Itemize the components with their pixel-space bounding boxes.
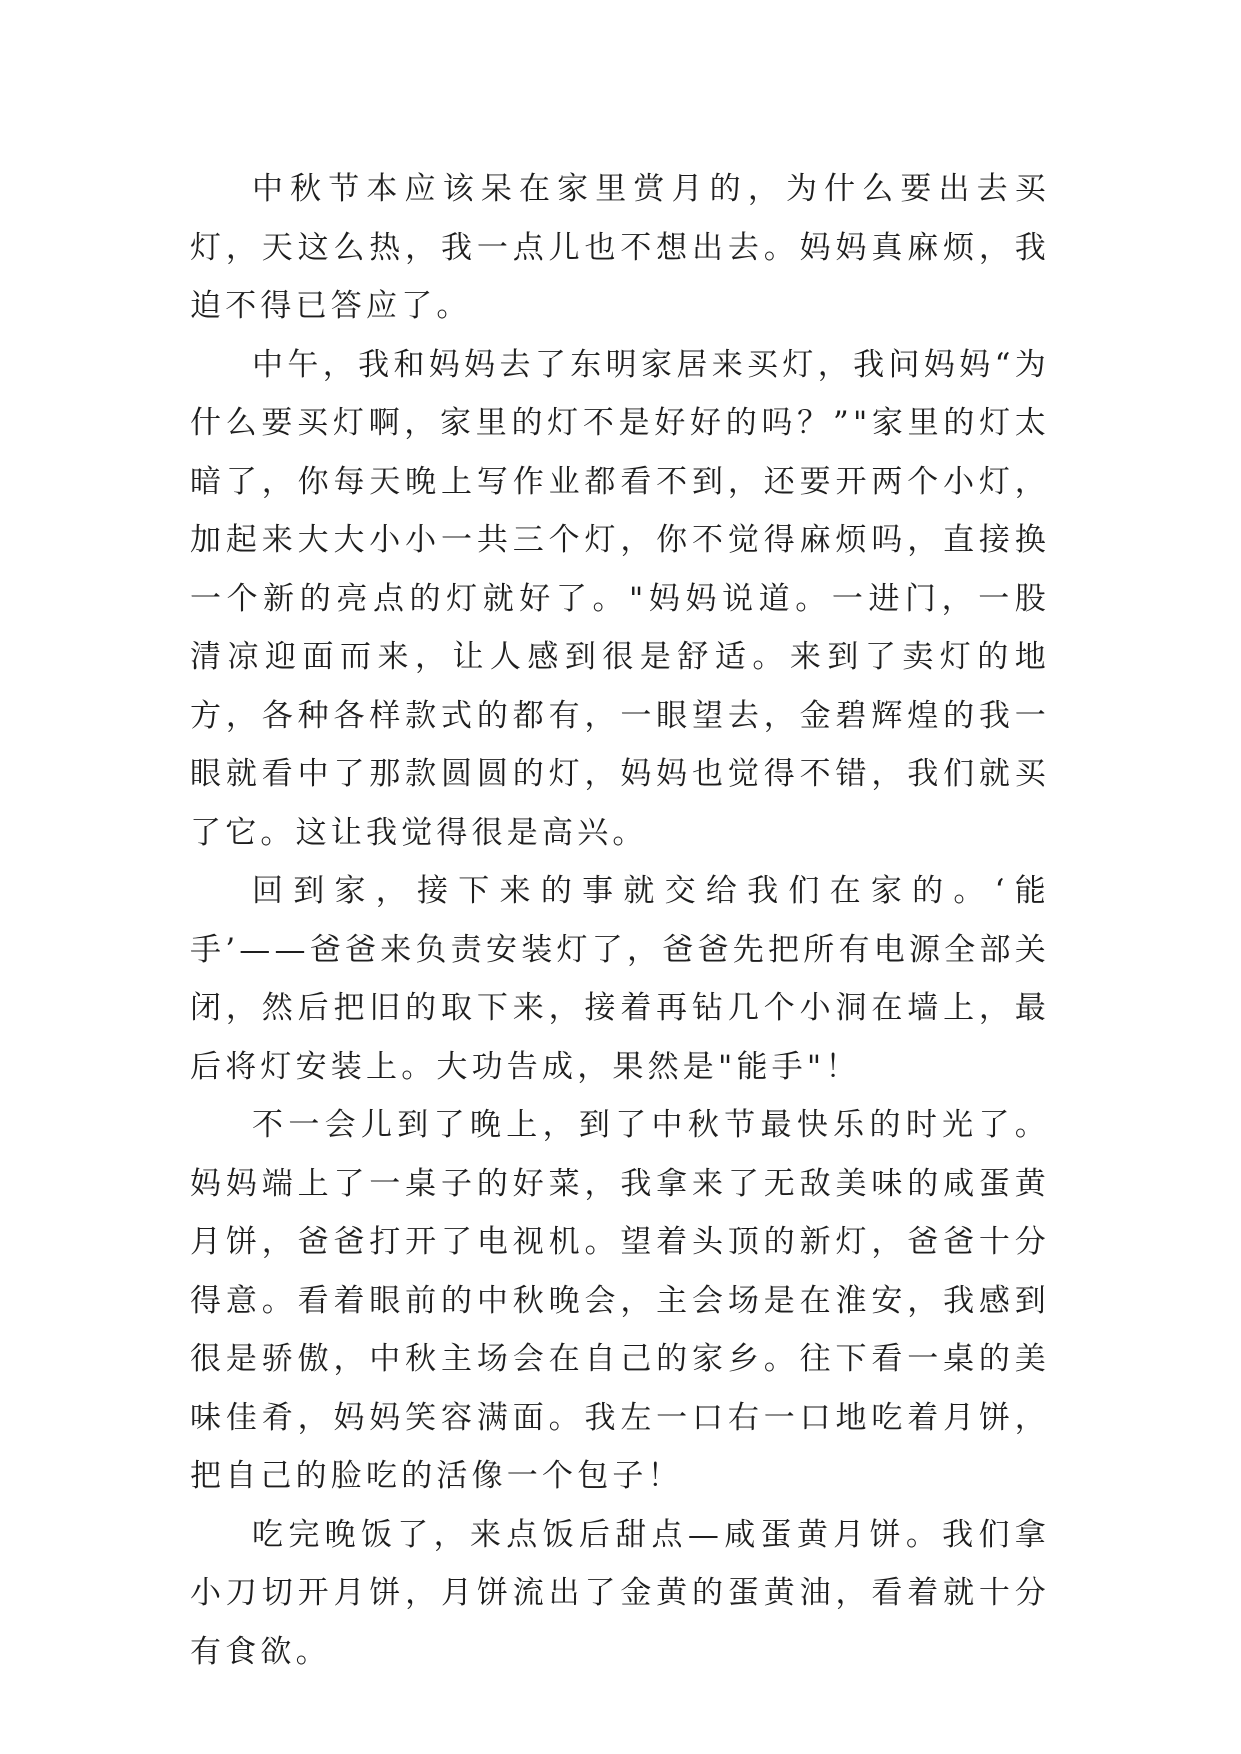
paragraph-5: 吃完晚饭了，来点饭后甜点—咸蛋黄月饼。我们拿小刀切开月饼，月饼流出了金黄的蛋黄油，看着就十分有食欲。 [190,1516,1050,1670]
essay-body [190,160,1050,1681]
paragraph-1: 中秋节本应该呆在家里赏月的，为什么要出去买灯，天这么热，我一点儿也不想出去。妈妈真麻烦，我迫不得已答应了。 [190,171,1050,324]
paragraph-2: 中午，我和妈妈去了东明家居来买灯，我问妈妈“为什么要买灯啊，家里的灯不是好好的吗？”"家里的灯太暗了，你每天晚上写作业都看不到，还要开两个小灯，加起来大大小小一共三个灯，你不觉得麻烦吗，直接换一个新的亮点的灯就好了。"妈妈说道。一进门，一股清凉迎面而来，让人感到很是舒适。来到了卖灯的地方，各种各样款式的都有，一眼望去，金碧辉煌的我一眼就看中了那款圆圆的灯，妈妈也觉得不错，我们就买了它。这让我觉得很是高兴。 [190,346,1050,851]
paragraph-4: 不一会儿到了晚上，到了中秋节最快乐的时光了。妈妈端上了一桌子的好菜，我拿来了无敌美味的咸蛋黄月饼，爸爸打开了电视机。望着头顶的新灯，爸爸十分得意。看着眼前的中秋晚会，主会场是在淮安，我感到很是骄傲，中秋主场会在自己的家乡。往下看一桌的美味佳肴，妈妈笑容满面。我左一口右一口地吃着月饼，把自己的脸吃的活像一个包子！ [190,1107,1050,1494]
paragraph-3: 回到家，接下来的事就交给我们在家的。‘能手’——爸爸来负责安装灯了，爸爸先把所有电源全部关闭，然后把旧的取下来，接着再钻几个小洞在墙上，最后将灯安装上。大功告成，果然是"能手"！ [190,873,1050,1085]
